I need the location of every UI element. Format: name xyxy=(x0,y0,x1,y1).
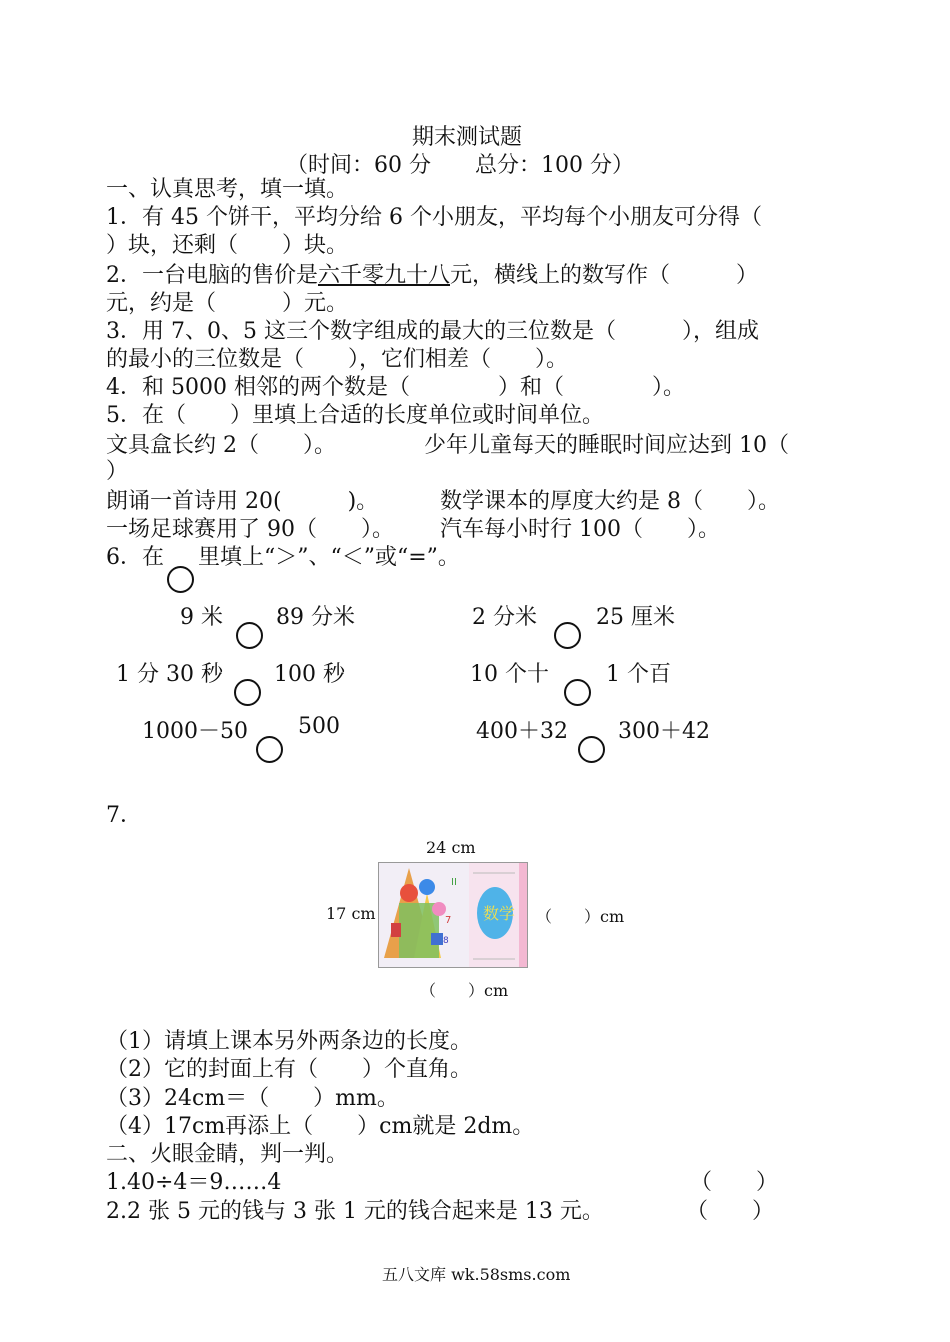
q6-item3-left: 1 分 30 秒 xyxy=(116,662,223,687)
q5-intro: 5．在（ ）里填上合适的长度单位或时间单位。 xyxy=(106,403,604,428)
judge-item2-bracket[interactable]: （ ） xyxy=(686,1199,775,1224)
q6-item4-circle[interactable] xyxy=(564,679,591,706)
q6-item4-left: 10 个十 xyxy=(470,662,549,687)
textbook-cover-image xyxy=(378,862,528,968)
q6-item5-right: 500 xyxy=(298,714,340,739)
q7-right-length-blank: （ ）cm xyxy=(536,907,625,926)
q2-line2: 元，约是（ ）元。 xyxy=(106,291,349,316)
q5-item-e: 一场足球赛用了 90（ ）。 xyxy=(106,517,394,542)
q7-left-length-label: 17 cm xyxy=(326,904,376,923)
q1-line1: 1．有 45 个饼干，平均分给 6 个小朋友，平均每个小朋友可分得（ xyxy=(106,205,762,230)
section1-heading: 一、认真思考，填一填。 xyxy=(106,177,349,202)
q7-sub2: （2）它的封面上有（ ）个直角。 xyxy=(106,1057,472,1082)
q3-line2: 的最小的三位数是（ ），它们相差（ ）。 xyxy=(106,347,569,372)
footer-source-text: 五八文库 wk.58sms.com xyxy=(382,1265,571,1284)
svg-text:7: 7 xyxy=(445,915,452,926)
q5-item-b: 少年儿童每天的睡眠时间应达到 10（ xyxy=(424,433,789,458)
q5-item-b-end: ） xyxy=(106,459,129,484)
section2-heading: 二、火眼金睛，判一判。 xyxy=(106,1142,349,1167)
q5-item-f: 汽车每小时行 100（ ）。 xyxy=(440,517,720,542)
judge-item1-bracket[interactable]: （ ） xyxy=(690,1170,779,1195)
q2-text-pre: 2．一台电脑的售价是 xyxy=(106,263,318,288)
q6-item1-right: 89 分米 xyxy=(276,605,355,630)
q2-line1 xyxy=(106,262,758,290)
q6-item2-right: 25 厘米 xyxy=(596,605,675,630)
q6-item2-left: 2 分米 xyxy=(472,605,537,630)
q2-text-post: 元，横线上的数写作（ ） xyxy=(450,263,759,288)
q6-sample-circle xyxy=(167,566,194,593)
q7-sub4: （4）17cm再添上（ ）cm就是 2dm。 xyxy=(106,1114,535,1139)
q6-item5-circle[interactable] xyxy=(256,736,283,763)
q6-item4-right: 1 个百 xyxy=(606,662,671,687)
page-subtitle: （时间：60 分 总分：100 分） xyxy=(286,153,634,178)
q6-instruction-post: 里填上“＞”、“＜”或“=”。 xyxy=(198,545,460,570)
q5-item-a: 文具盒长约 2（ ）。 xyxy=(106,433,336,458)
q7-bottom-length-blank: （ ）cm xyxy=(420,981,509,1000)
q7-sub1: （1）请填上课本另外两条边的长度。 xyxy=(106,1029,472,1054)
q7-top-length-label: 24 cm xyxy=(426,838,476,857)
q6-instruction-pre: 6．在 xyxy=(106,545,164,570)
q7-label: 7． xyxy=(106,803,142,828)
svg-text:II: II xyxy=(451,877,457,888)
q6-item3-right: 100 秒 xyxy=(274,662,345,687)
svg-text:8: 8 xyxy=(443,936,449,946)
q5-item-d: 数学课本的厚度大约是 8（ ）。 xyxy=(440,489,780,514)
q2-underlined-number: 六千零九十八 xyxy=(318,263,451,288)
page-title: 期末测试题 xyxy=(412,125,523,150)
judge-item2-text: 2.2 张 5 元的钱与 3 张 1 元的钱合起来是 13 元。 xyxy=(106,1199,604,1224)
judge-item1-text: 1.40÷4＝9……4 xyxy=(106,1170,282,1195)
q4-line: 4．和 5000 相邻的两个数是（ ）和（ ）。 xyxy=(106,375,685,400)
q6-item3-circle[interactable] xyxy=(234,679,261,706)
q7-sub3: （3）24cm＝（ ）mm。 xyxy=(106,1086,399,1111)
q6-item1-circle[interactable] xyxy=(236,622,263,649)
q6-item5-left: 1000－50 xyxy=(142,719,248,744)
q5-item-c: 朗诵一首诗用 20( )。 xyxy=(106,489,379,514)
q6-item6-left: 400＋32 xyxy=(476,719,568,744)
q3-line1: 3．用 7、0、5 这三个数字组成的最大的三位数是（ ），组成 xyxy=(106,319,759,344)
q6-item6-circle[interactable] xyxy=(578,736,605,763)
textbook-cover-illustration xyxy=(379,863,528,968)
q6-item1-left: 9 米 xyxy=(180,605,223,630)
q6-item2-circle[interactable] xyxy=(554,622,581,649)
cover-title-text: 数学 xyxy=(483,904,516,923)
q6-item6-right: 300＋42 xyxy=(618,719,710,744)
q1-line2: ）块，还剩（ ）块。 xyxy=(106,233,349,258)
